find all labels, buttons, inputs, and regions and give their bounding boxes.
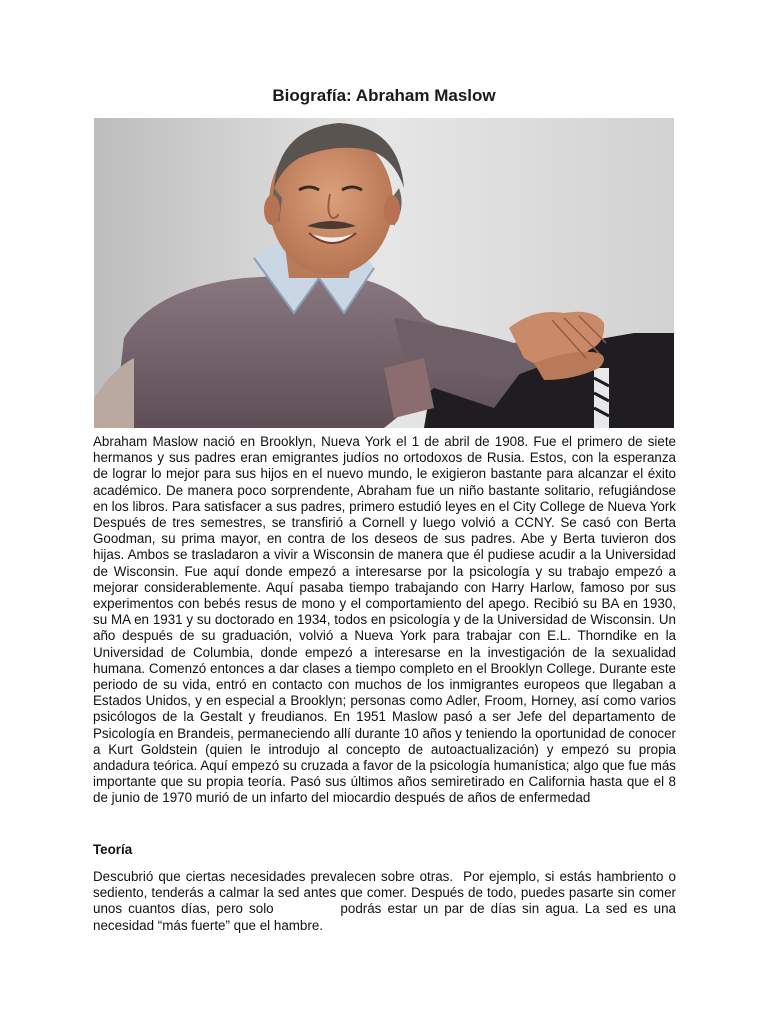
theory-heading: Teoría bbox=[93, 842, 133, 857]
theory-paragraph: Descubrió que ciertas necesidades prevalecen sobre otras. Por ejemplo, si estás hambriento o sediento, tenderás a calmar la sed antes que comer. Después de todo, puedes pasarte sin comer unos cuantos días, pero solo podrás estar un par de días sin agua. La sed es una necesidad “más fuerte” que el hambre. bbox=[93, 869, 688, 933]
portrait-photo bbox=[94, 118, 674, 428]
biography-paragraph: Abraham Maslow nació en Brooklyn, Nueva York el 1 de abril de 1908. Fue el primero de siete hermanos y sus padres eran emigrantes judíos no ortodoxos de Rusia. Estos, con la esperanza de lograr lo mejor para sus hijos en el nuevo mundo, le exigieron bastante para alcanzar el éxito académico. De manera poco sorprendente, Abraham fue un niño bastante solitario, refugiándose en los libros. Para satisfacer a sus padres, primero estudió leyes en el City College de Nueva York Después de tres semestres, se transfirió a Cornell y luego volvió a CCNY. Se casó con Berta Goodman, su prima mayor, en contra de los deseos de sus padres. Abe y Berta tuvieron dos hijas. Ambos se trasladaron a vivir a Wisconsin de manera que él pudiese acudir a la Universidad de Wisconsin. Fue aquí donde empezó a interesarse por la psicología y su trabajo empezó a mejorar considerablemente. Aquí pasaba tiempo trabajando con Harry Harlow, famoso por sus experimentos con bebés resus de mono y el comportamiento del apego. Recibió su BA en 1930, su MA en 1931 y su doctorado en 1934, todos en psicología y de la Universidad de Wisconsin. Un año después de su graduación, volvió a Nueva York para trabajar con E.L. Thorndike en la Universidad de Columbia, donde empezó a interesarse en la investigación de la sexualidad humana. Comenzó entonces a dar clases a tiempo completo en el Brooklyn College. Durante este periodo de su vida, entró en contacto con muchos de los inmigrantes europeos que llegaban a Estados Unidos, y en especial a Brooklyn; personas como Adler, Froom, Horney, así como varios psicólogos de la Gestalt y freudianos. En 1951 Maslow pasó a ser Jefe del departamento de Psicología en Brandeis, permaneciendo allí durante 10 años y teniendo la oportunidad de conocer a Kurt Goldstein (quien le introdujo al concepto de autoactualización) y empezó su propia andadura teórica. Aquí empezó su cruzada a favor de la psicología humanística; algo que fue más importante que su propia teoría. Pasó sus últimos años semiretirado en California hasta que el 8 de junio de 1970 murió de un infarto del miocardio después de años de enfermedad bbox=[93, 434, 676, 806]
document-title: Biografía: Abraham Maslow bbox=[272, 86, 496, 105]
